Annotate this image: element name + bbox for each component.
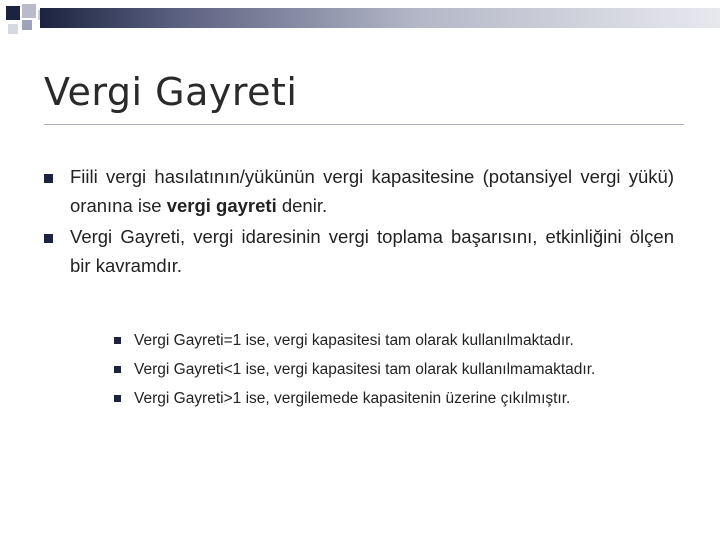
bullet-text-part: Vergi Gayreti, vergi idaresinin vergi toplama başarısını, etkinliğini ölçen bir kavramdır.: [70, 226, 674, 276]
square-bullet-icon: [114, 366, 121, 373]
square-bullet-icon: [44, 174, 53, 183]
sub-bullet-text: Vergi Gayreti<1 ise, vergi kapasitesi tam olarak kullanılmamaktadır.: [134, 361, 596, 378]
sub-bullet-item: [114, 328, 714, 357]
corner-square-faint: [8, 24, 18, 34]
bullet-text-part: Fiili vergi hasılatının/yükünün vergi kapasitesine (potansiyel vergi yükü) oranına ise: [70, 166, 674, 216]
header-gradient-bar: [40, 8, 720, 28]
corner-square-light: [22, 4, 36, 18]
main-bullet-text: [70, 162, 674, 220]
corner-square-small: [22, 20, 32, 30]
main-bullet-text: [70, 222, 674, 280]
bullet-text-part: denir.: [276, 195, 328, 216]
square-bullet-icon: [44, 234, 53, 243]
square-bullet-icon: [114, 395, 121, 402]
sub-bullet-item: [114, 386, 714, 415]
main-bullet-item: [44, 162, 674, 220]
title-divider: [44, 124, 684, 125]
sub-bullet-text: Vergi Gayreti=1 ise, vergi kapasitesi tam olarak kullanılmaktadır.: [134, 332, 574, 349]
main-bullet-list: [44, 162, 674, 282]
bullet-bold-term: vergi gayreti: [166, 195, 277, 216]
square-bullet-icon: [114, 337, 121, 344]
sub-bullet-list: [114, 328, 714, 415]
sub-bullet-text: Vergi Gayreti>1 ise, vergilemede kapasitenin üzerine çıkılmıştır.: [134, 390, 571, 407]
slide-title: Vergi Gayreti: [44, 70, 298, 114]
corner-square-dark: [6, 6, 20, 20]
sub-bullet-item: [114, 357, 714, 386]
main-bullet-item: [44, 222, 674, 280]
